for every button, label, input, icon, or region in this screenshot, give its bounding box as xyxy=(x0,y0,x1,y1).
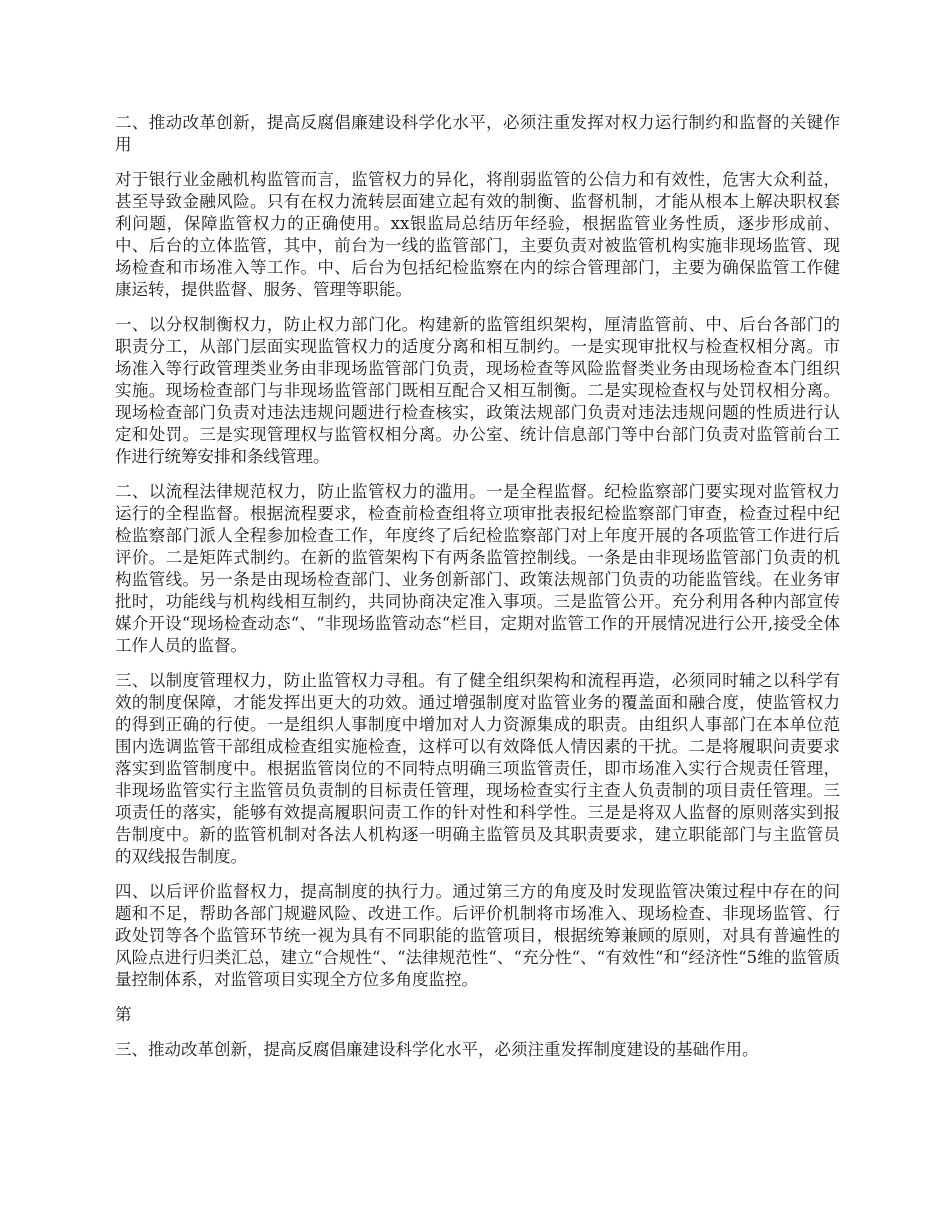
paragraph-fragment: 第 xyxy=(115,1005,132,1024)
paragraph-point-three: 三、以制度管理权力，防止监管权力寻租。有了健全组织架构和流程再造，必须同时辅之以科学有效的制度保障，才能发挥出更大的功效。通过增强制度对监管业务的覆盖面和融合度，使监管权力的得到正确的行使。一是组织人事制度中增加对人力资源集成的职责。由组织人事部门在本单位范围内选调监管干部组成检查组实施检查，这样可以有效降低人情因素的干扰。二是将履职问责要求落实到监管制度中。根据监管岗位的不同特点明确三项监管责任，即市场准入实行合规责任管理，非现场监管实行主监管员负责制的目标责任管理，现场检查实行主查人负责制的项目责任管理。三项责任的落实，能够有效提高履职问责工作的针对性和科学性。三是是将双人监督的原则落实到报告制度中。新的监管机制对各法人机构逐一明确主监管员及其职责要求，建立职能部门与主监管员的双线报告制度。 xyxy=(115,671,840,866)
paragraph-point-one: 一、以分权制衡权力，防止权力部门化。构建新的监管组织架构，厘清监管前、中、后台各部门的职责分工，从部门层面实现监管权力的适度分离和相互制约。一是实现审批权与检查权相分离。市场准入等行政管理类业务由非现场监管部门负责，现场检查等风险监督类业务由现场检查本门组织实施。现场检查部门与非现场监管部门既相互配合又相互制衡。二是实现检查权与处罚权相分离。现场检查部门负责对违法违规问题进行检查核实，政策法规部门负责对违法违规问题的性质进行认定和处罚。三是实现管理权与监管权相分离。办公室、统计信息部门等中台部门负责对监管前台工作进行统筹安排和条线管理。 xyxy=(115,315,840,466)
paragraph-point-four: 四、以后评价监督权力，提高制度的执行力。通过第三方的角度及时发现监管决策过程中存在的问题和不足，帮助各部门规避风险、改进工作。后评价机制将市场准入、现场检查、非现场监管、行政处罚等各个监管环节统一视为具有不同职能的监管项目，根据统筹兼顾的原则，对具有普遍性的风险点进行归类汇总，建立“合规性“、“法律规范性“、“充分性“、“有效性“和“经济性“5维的监管质量控制体系，对监管项目实现全方位多角度监控。 xyxy=(115,882,840,989)
section-heading-three: 三、推动改革创新，提高反腐倡廉建设科学化水平，必须注重发挥制度建设的基础作用。 xyxy=(115,1040,759,1059)
document-body xyxy=(115,112,840,1074)
paragraph-point-two: 二、以流程法律规范权力，防止监管权力的滥用。一是全程监督。纪检监察部门要实现对监管权力运行的全程监督。根据流程要求，检查前检查组将立项审批表报纪检监察部门审查，检查过程中纪检监察部门派人全程参加检查工作，年度终了后纪检监察部门对上年度开展的各项监管工作进行后评价。二是矩阵式制约。在新的监管架构下有两条监管控制线。一条是由非现场监管部门负责的机构监管线。另一条是由现场检查部门、业务创新部门、政策法规部门负责的功能监管线。在业务审批时，功能线与机构线相互制约，共同协商决定准入事项。三是监管公开。充分利用各种内部宣传媒介开设“现场检查动态“、“非现场监管动态“栏目，定期对监管工作的开展情况进行公开,接受全体工作人员的监督。 xyxy=(115,482,840,655)
paragraph-intro: 对于银行业金融机构监管而言，监管权力的异化，将削弱监管的公信力和有效性，危害大众利益，甚至导致金融风险。只有在权力流转层面建立起有效的制衡、监督机制，才能从根本上解决职权套利问题，保障监管权力的正确使用。xx银监局总结历年经验，根据监管业务性质，逐步形成前、中、后台的立体监管，其中，前台为一线的监管部门，主要负责对被监管机构实施非现场监管、现场检查和市场准入等工作。中、后台为包括纪检监察在内的综合管理部门，主要为确保监管工作健康运转，提供监督、服务、管理等职能。 xyxy=(115,170,840,299)
section-heading-two: 二、推动改革创新，提高反腐倡廉建设科学化水平，必须注重发挥对权力运行制约和监督的关键作用 xyxy=(115,113,840,154)
